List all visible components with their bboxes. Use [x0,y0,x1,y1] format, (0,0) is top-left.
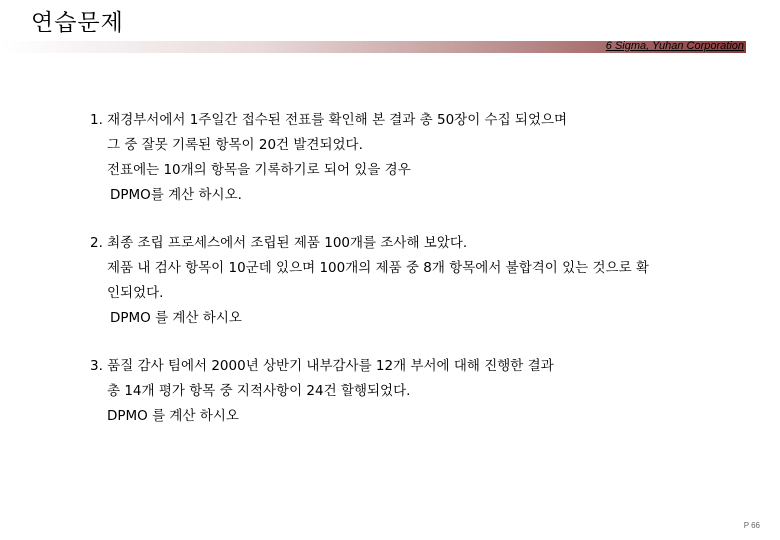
problem-3-line-2: 총 14개 평가 항목 중 지적사항이 24건 할행되었다. [107,383,411,399]
problem-1-line-1: 1. 재경부서에서 1주일간 접수된 전표를 확인해 본 결과 총 50장이 수집 되었으며 [90,112,568,128]
problem-3-line-1: 3. 품질 감사 팀에서 2000년 상반기 내부감사를 12개 부서에 대해 진행한 결과 [90,358,554,374]
problem-2-line-3: 인되었다. [107,285,164,301]
problem-1-line-2: 그 중 잘못 기록된 항목이 20건 발견되었다. [107,137,363,153]
company-subtitle: 6 Sigma, Yuhan Corporation [605,40,744,52]
spacer [90,331,750,354]
problem-1-line-4: DPMO를 계산 하시오. [110,187,242,203]
problem-1 [90,108,750,208]
page-number: P 66 [743,521,760,530]
problem-2 [90,231,750,331]
problem-list [90,108,750,429]
problem-2-line-1: 2. 최종 조립 프로세스에서 조립된 제품 100개를 조사해 보았다. [90,235,468,251]
problem-3 [90,354,750,429]
problem-2-line-2: 제품 내 검사 항목이 10군데 있으며 100개의 제품 중 8개 항목에서 불합격이 있는 것으로 확 [107,260,649,276]
page-title: 연습문제 [31,10,124,36]
problem-3-line-3: DPMO 를 계산 하시오 [107,408,239,424]
problem-1-line-3: 전표에는 10개의 항목을 기록하기로 되어 있을 경우 [107,162,411,178]
problem-2-line-4: DPMO 를 계산 하시오 [110,310,242,326]
spacer [90,208,750,231]
